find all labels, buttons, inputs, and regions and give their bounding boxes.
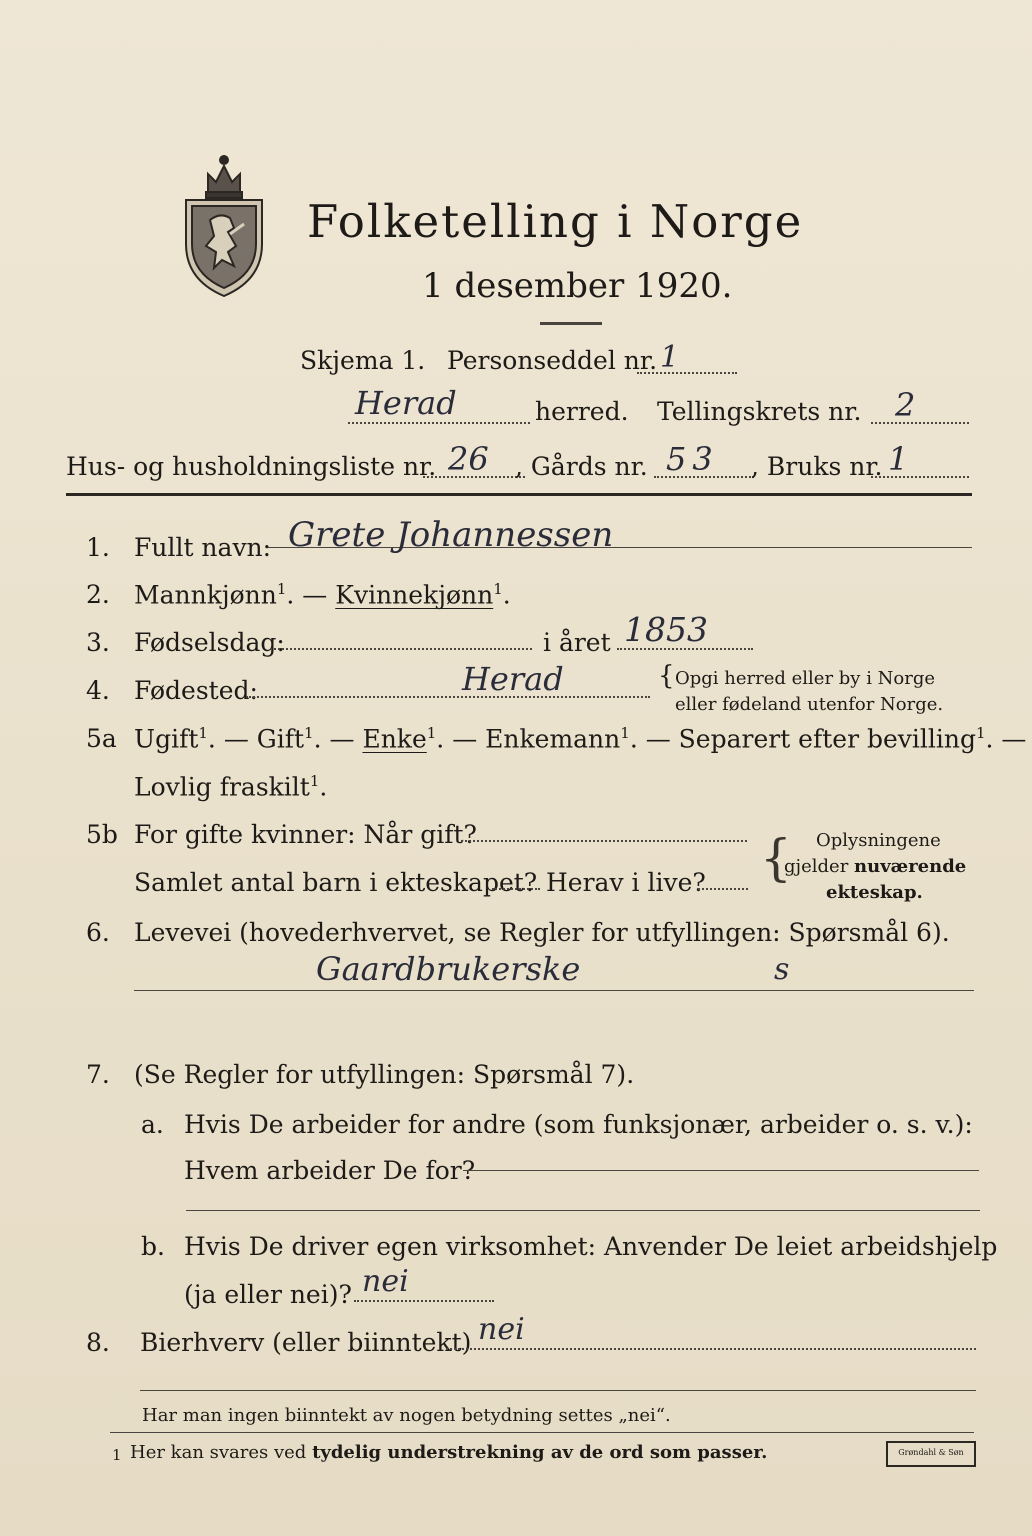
gards-value[interactable]: 53 [666,440,719,478]
personseddel-label: Personseddel nr. [447,346,658,375]
bruks-line [871,476,969,478]
children-count-line [492,888,540,890]
q1-label: Fullt navn: [134,533,272,562]
gards-label: , Gårds nr. [515,452,648,481]
option-enkemann[interactable]: — Enkemann [452,724,621,754]
q4-note-1: Opgi herred eller by i Norge [675,668,936,689]
option-separert[interactable]: — Separert efter bevilling [645,724,976,754]
q5b-number: 5b [86,820,118,849]
q5b-brace: { [760,829,792,887]
option-ugift[interactable]: Ugift [134,724,199,754]
printer-stamp: Grøndahl & Søn [886,1441,976,1467]
bruks-label: , Bruks nr. [751,452,883,481]
q8-number: 8. [86,1328,110,1357]
option-lovlig-fraskilt[interactable]: Lovlig fraskilt [134,772,310,802]
personseddel-line [637,372,737,374]
q5b-note-3: ekteskap. [826,882,923,903]
side-income-line [446,1348,976,1350]
q4-note-2: eller fødeland utenfor Norge. [675,694,944,715]
q4-label: Fødested: [134,676,258,705]
hired-help-line [354,1300,494,1302]
q7b-label-2: (ja eller nei)? [184,1280,352,1309]
option-mannkjonn[interactable]: Mannkjønn [134,580,277,610]
aar-label: i året [543,628,611,657]
q1-number: 1. [86,533,110,562]
q8-label: Bierhverv (eller biinntekt) [140,1328,472,1357]
occupation-line [134,990,974,991]
q7b-label: Hvis De driver egen virksomhet: Anvender De leiet arbeidshjelp [184,1232,998,1261]
q3-number: 3. [86,628,110,657]
q7b-letter: b. [141,1232,165,1261]
tellingskrets-label: Tellingskrets nr. [657,397,862,426]
gender-options: Mannkjønn$^1$. — Kvinnekjønn$^1$. [134,580,511,610]
q5b-note-1: Oplysningene [816,830,941,851]
birthplace-value[interactable]: Herad [462,660,564,698]
bruks-value[interactable]: 1 [888,440,909,478]
q4-brace: { [658,661,675,691]
birthday-line [270,648,532,650]
personseddel-value[interactable]: 1 [660,340,680,375]
herred-value[interactable]: Herad [355,384,457,422]
q7a-label: Hvis De arbeider for andre (som funksjonær, arbeider o. s. v.): [184,1110,973,1139]
fraskilt-option-row: Lovlig fraskilt$^1$. [134,772,328,802]
herred-line [348,422,530,424]
employer-line [463,1170,979,1171]
q5a-number: 5a [86,724,117,753]
occupation-value[interactable]: Gaardbrukerske [316,950,581,988]
census-date: 1 desember 1920. [422,266,733,306]
q7a-label-2: Hvem arbeider De for? [184,1156,476,1185]
married-when-line [461,840,747,842]
full-name-value[interactable]: Grete Johannessen [288,515,614,555]
tellingskrets-value[interactable]: 2 [895,386,916,424]
footnote-text: Her kan svares ved tydelig understrekning av de ord som passer. [130,1442,768,1463]
norway-coat-of-arms-icon [178,148,270,300]
birthyear-value[interactable]: 1853 [624,610,708,649]
q6-label: Levevei (hovederhvervet, se Regler for utfyllingen: Spørsmål 6). [134,918,950,947]
q4-number: 4. [86,676,110,705]
herred-label: herred. [535,397,629,426]
husliste-value[interactable]: 26 [448,440,489,478]
occupation-mark: s [774,952,790,987]
skjema-label: Skjema 1. [300,346,426,375]
q3-label: Fødselsdag: [134,628,285,657]
q5b-note-2: gjelder nuværende [784,856,967,877]
option-kvinnekjonn-selected[interactable]: Kvinnekjønn [335,580,494,610]
q5b-label-2: Samlet antal barn i ekteskapet? [134,868,538,897]
hired-help-value[interactable]: nei [362,1264,409,1299]
footer-note: Har man ingen biinntekt av nogen betydning settes „nei“. [142,1405,671,1426]
header-rule [66,493,972,496]
tellingskrets-line [871,422,969,424]
q2-number: 2. [86,580,110,609]
q5b-label-3: Herav i live? [546,868,706,897]
children-alive-line [698,888,748,890]
marital-options: Ugift$^1$. — Gift$^1$. — Enke$^1$. — Enkemann$^1$. — Separert efter bevilling$^1$. — [134,724,1027,754]
employer-line-2 [186,1210,980,1211]
q5b-label-1: For gifte kvinner: Når gift? [134,820,477,849]
birthplace-line [246,696,650,698]
option-gift[interactable]: — Gift [223,724,305,754]
form-title: Folketelling i Norge [307,195,804,248]
footnote-rule [110,1432,974,1433]
option-enke-selected[interactable]: Enke [362,724,427,754]
q7-number: 7. [86,1060,110,1089]
footnote-number: 1 [112,1446,122,1464]
side-income-value[interactable]: nei [478,1312,525,1347]
q6-number: 6. [86,918,110,947]
bottom-line [140,1390,976,1391]
q7-label: (Se Regler for utfyllingen: Spørsmål 7). [134,1060,635,1089]
title-divider [540,322,602,325]
q7a-letter: a. [141,1110,164,1139]
husliste-label: Hus- og husholdningsliste nr. [66,452,437,481]
